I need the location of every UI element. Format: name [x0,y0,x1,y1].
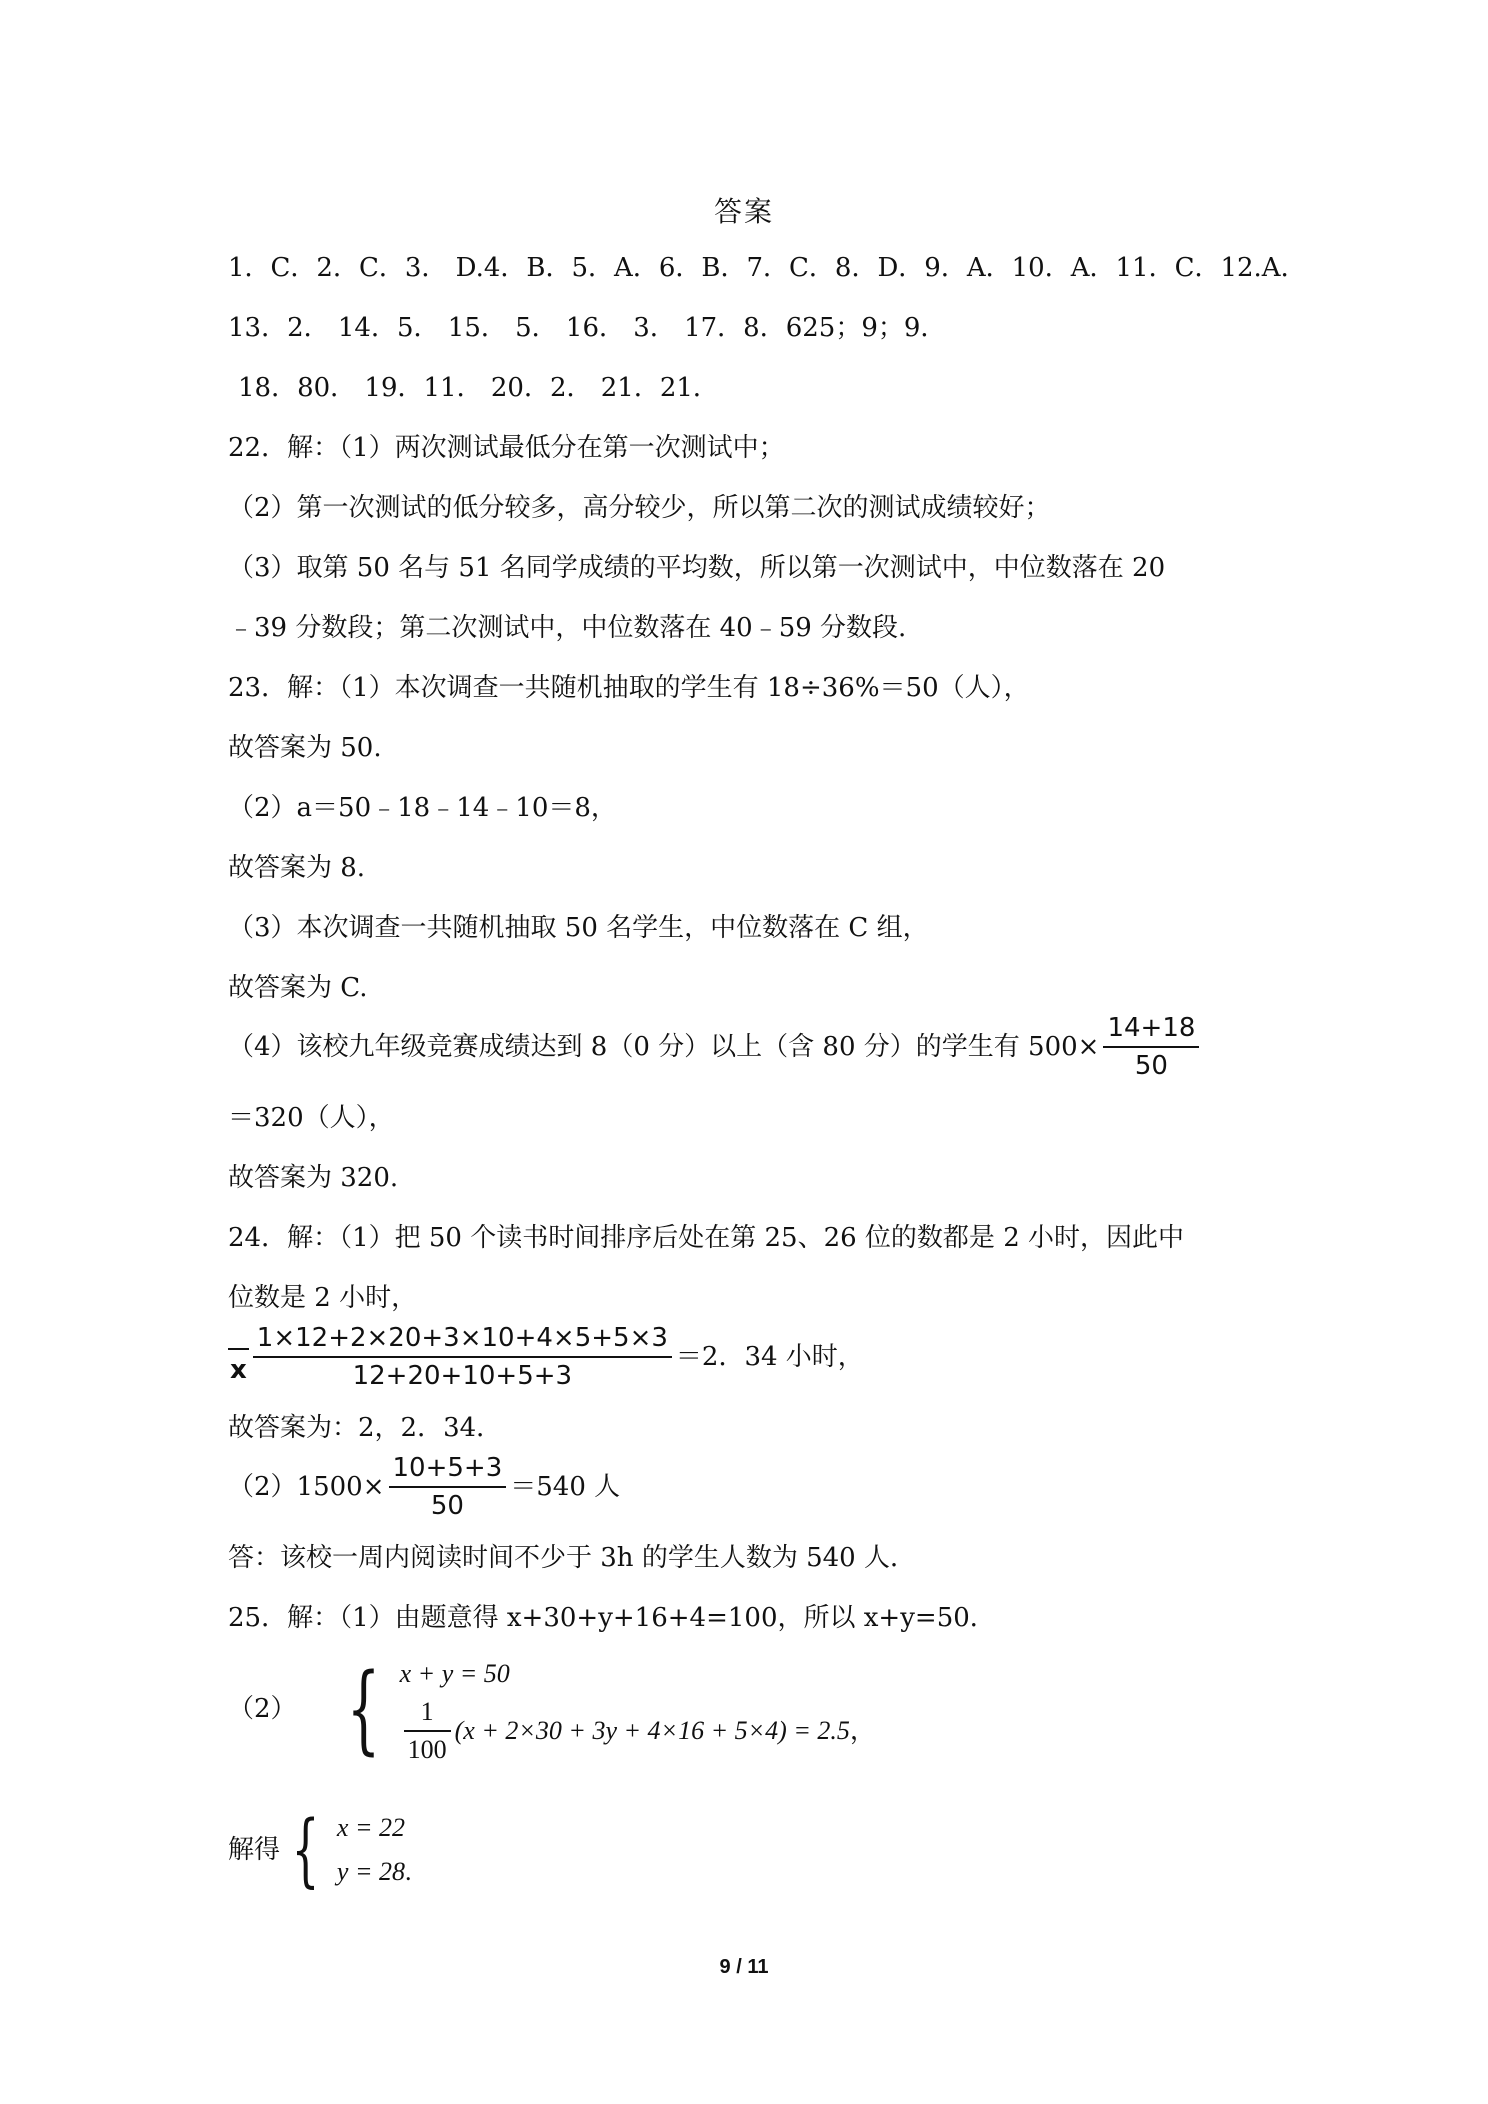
page-title: 答案 [713,195,774,228]
fraction-1-over-100 [404,1696,451,1766]
answer-line-21-text: （2）1500× [228,1472,385,1502]
mean-result-text: ＝2．34 小时， [675,1342,864,1372]
answer-line-15: ＝320（人）， [228,1103,395,1133]
answer-line-25-solution [228,1803,412,1896]
answer-line-21-result: ＝540 人 [510,1472,621,1502]
answer-line-14 [228,1012,1203,1082]
answer-line-24-system [228,1652,876,1766]
fraction-numerator: 10+5+3 [389,1452,507,1488]
equation-system [333,1652,876,1766]
fraction-numerator: 1 [404,1696,451,1732]
answer-line-13: 故答案为 C. [228,973,368,1003]
fraction-denominator: 12+20+10+5+3 [352,1361,573,1391]
system-label: （2） [228,1694,297,1724]
answer-line-21 [228,1452,620,1522]
answer-line-2: 13．2． 14．5． 15． 5． 16． 3． 17．8．625；9；9． [228,313,947,343]
answer-line-12: （3）本次调查一共随机抽取 50 名学生，中位数落在 C 组， [228,913,929,943]
answer-line-3: 18．80． 19．11． 20．2． 21．21． [238,373,719,403]
answer-line-6: （3）取第 50 名与 51 名同学成绩的平均数，所以第一次测试中，中位数落在 20 [228,553,1166,583]
page-number: 9 / 11 [719,1956,769,1978]
fraction-denominator: 50 [1134,1051,1168,1081]
answer-line-5: （2）第一次测试的低分较多，高分较少，所以第二次的测试成绩较好； [228,493,1051,523]
mean-symbol-x-bar: x [228,1348,249,1390]
answer-line-11: 故答案为 8. [228,853,366,883]
fraction-18-over-50 [389,1452,507,1522]
answer-line-9: 故答案为 50. [228,733,382,763]
answer-line-14-text: （4）该校九年级竞赛成绩达到 8（0 分）以上（含 80 分）的学生有 500× [228,1032,1100,1062]
solution-system [280,1803,412,1896]
fraction-mean [253,1322,672,1392]
fraction-denominator: 100 [407,1735,447,1764]
answer-line-7: ﹣39 分数段；第二次测试中，中位数落在 40﹣59 分数段. [228,613,907,643]
answer-line-20: 故答案为：2，2．34． [228,1413,503,1443]
answer-line-17: 24．解：（1）把 50 个读书时间排序后处在第 25、26 位的数都是 2 小时，因此中 [228,1223,1185,1253]
left-brace-icon: { [291,1803,320,1896]
answer-line-16: 故答案为 320. [228,1163,399,1193]
solution-x: x = 22 [336,1813,406,1842]
answer-line-4: 22．解：（1）两次测试最低分在第一次测试中； [228,433,785,463]
system-equation-1: x + y = 50 [399,1659,510,1688]
fraction-denominator: 50 [430,1491,464,1521]
answer-line-22: 答：该校一周内阅读时间不少于 3h 的学生人数为 540 人． [228,1543,916,1573]
answer-line-18: 位数是 2 小时， [228,1283,418,1313]
answer-line-1: 1．C．2．C．3． D.4．B．5．A．6．B．7．C．8．D．9．A．10．A．11．C．12.A． [228,253,1307,283]
answer-line-10: （2）a＝50﹣18﹣14﹣10＝8， [228,793,617,823]
solution-y: y = 28 . [336,1857,412,1886]
fraction-numerator: 1×12+2×20+3×10+4×5+5×3 [253,1322,672,1358]
fraction-numerator: 14+18 [1103,1012,1199,1048]
left-brace-icon: { [346,1653,380,1765]
answer-line-8: 23．解：（1）本次调查一共随机抽取的学生有 18÷36%＝50（人）， [228,673,1030,703]
system-equation-2: $\frac{1}{100}$ (x + 2×30 + 3y + 4×16 + 5×4) = 2.5 ， [400,1696,876,1766]
solution-label: 解得 [228,1835,281,1865]
answer-line-19-mean-formula [228,1322,864,1392]
answer-line-23: 25．解：（1）由题意得 x+30+y+16+4=100，所以 x+y=50． [228,1603,996,1633]
fraction-14-18-over-50 [1103,1012,1199,1082]
